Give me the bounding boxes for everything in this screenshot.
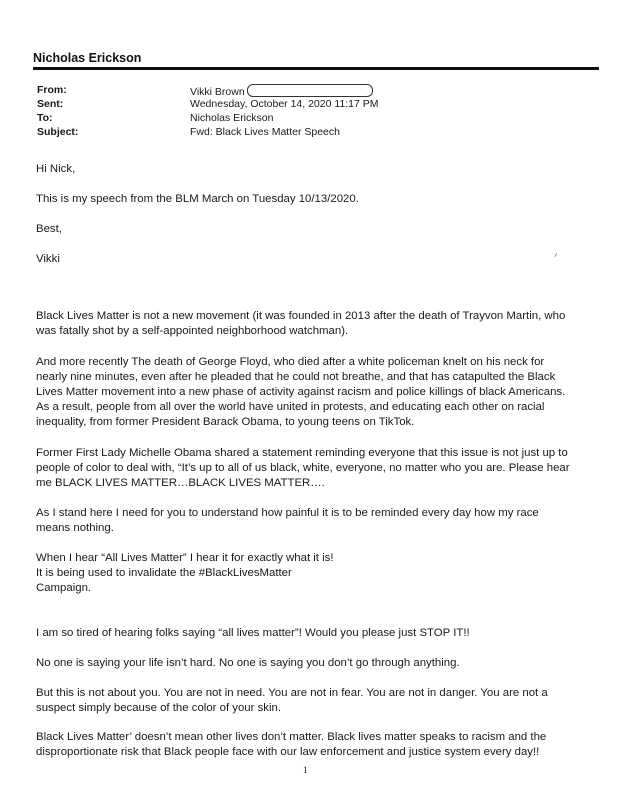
- salutation: Hi Nick,: [36, 163, 76, 175]
- redacted-email-box: [247, 84, 373, 97]
- header-rule: [33, 67, 599, 70]
- speech-paragraph: As I stand here I need for you to understand how painful it is to be reminded every day how my race means nothing.: [36, 507, 539, 534]
- speech-paragraph: Black Lives Matter is not a new movement (it was founded in 2013 after the death of Trayvon Martin, who was fatally shot by a self-appointed neighborhood watchman).: [36, 310, 566, 337]
- sent-value: Wednesday, October 14, 2020 11:17 PM: [190, 98, 379, 110]
- speech-paragraph: No one is saying your life isn’t hard. No one is saying you don’t go through anything.: [36, 657, 460, 669]
- speech-paragraph: Former First Lady Michelle Obama shared a statement reminding everyone that this issue is not just up to people of color to deal with, “It’s up to all of us black, white, everyone, no matter who you are. Please hear me BLACK LIVES MATTER…BLACK LIVES MATTER….: [36, 447, 570, 489]
- signature: Vikki: [36, 253, 60, 265]
- speech-paragraph: But this is not about you. You are not in need. You are not in fear. You are not in danger. You are not a suspect simply because of the color of your skin.: [36, 687, 548, 714]
- sent-label: Sent:: [37, 98, 64, 110]
- to-label: To:: [37, 112, 53, 124]
- intro-line: This is my speech from the BLM March on Tuesday 10/13/2020.: [36, 193, 359, 205]
- speech-paragraph: Campaign.: [36, 582, 92, 594]
- to-value: Nicholas Erickson: [190, 112, 274, 124]
- subject-value: Fwd: Black Lives Matter Speech: [190, 126, 340, 138]
- from-name: Vikki Brown: [190, 86, 245, 98]
- sender-name: Nicholas Erickson: [33, 51, 142, 65]
- speech-paragraph: I am so tired of hearing folks saying “all lives matter”! Would you please just STOP IT!!: [36, 627, 470, 639]
- speech-paragraph: It is being used to invalidate the #BlackLivesMatter: [36, 567, 292, 579]
- subject-label: Subject:: [37, 126, 79, 138]
- speech-paragraph: Black Lives Matter’ doesn’t mean other lives don’t matter. Black lives matter speaks to racism and the disproportionate risk that Black people face with our law enforcement and justice system every day!!: [36, 731, 547, 758]
- speech-paragraph: When I hear “All Lives Matter” I hear it for exactly what it is!: [36, 552, 334, 564]
- speech-paragraph: And more recently The death of George Floyd, who died after a white policeman knelt on his neck for nearly nine minutes, even after he pleaded that he could not breathe, and that has catapulted the Black Lives Matter movement into a new phase of activity against racism and police killings of black Americans. As a result, people from all over the world have united in protests, and educating each other on racial inequality, from former President Barack Obama, to young teens on TikTok.: [36, 356, 566, 428]
- from-label: From:: [37, 84, 67, 96]
- closing: Best,: [36, 223, 62, 235]
- page-number: 1: [303, 765, 308, 775]
